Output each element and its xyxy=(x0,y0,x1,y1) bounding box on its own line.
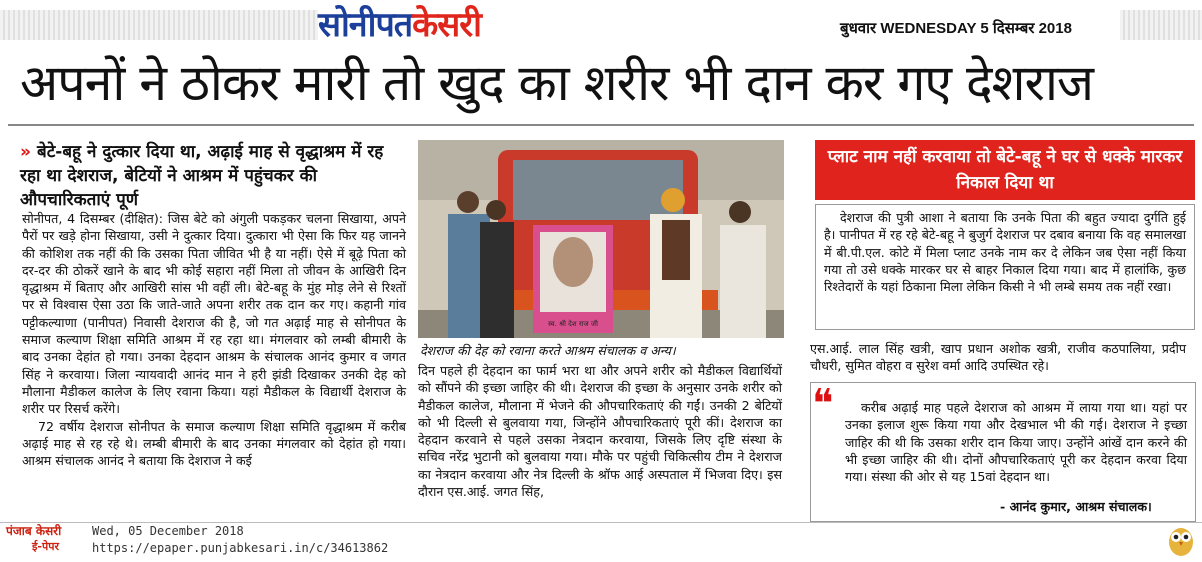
footer-logo xyxy=(6,524,80,558)
quote-attribution: - आनंद कुमार, आश्रम संचालक। xyxy=(1000,499,1152,514)
masthead-stripes-right xyxy=(1120,10,1202,40)
sub-deck-text: बेटे-बहू ने दुत्कार दिया था, अढ़ाई माह से वृद्धाश्रम में रह रहा था देशराज, बेटियों ने आश्रम में पहुंचकर की औपचारिकताएं पूर्ण xyxy=(20,142,384,210)
footer-url[interactable]: https://epaper.punjabkesari.in/c/34613862 xyxy=(92,541,389,555)
footer-logo-line2: ई-पेपर xyxy=(32,540,59,553)
paragraph: 72 वर्षीय देशराज सोनीपत के समाज कल्याण शिक्षा समिति वृद्धाश्रम में करीब अढ़ाई माह से रह रहे थे। लम्बी बीमारी के बाद उनका मंगलवार को देहांत हो गया। आश्रम संचालक आनंद ने बताया कि देशराज ने कई xyxy=(22,418,406,469)
owl-icon xyxy=(1166,522,1196,558)
double-chevron-icon: » xyxy=(20,142,31,162)
quote-mark-icon: ❝ xyxy=(812,381,834,427)
quote-text: करीब अढ़ाई माह पहले देशराज को आश्रम में लाया गया था। यहां पर उनका इलाज शुरू किया गया और देखभाल भी की गई। देशराज ने इच्छा जाहिर की थी कि उसका शरीर दान किया जाए। उन्होंने आंखें दान करने की भी इच्छा जाहिर की थी। दोनों औपचारिकताएं पूरी कर देहदान करवा दिया गया। संस्था की ओर से यह 15वां देहदान था। xyxy=(845,400,1187,485)
newspaper-logo xyxy=(318,4,524,46)
masthead xyxy=(0,0,1202,48)
paragraph: सोनीपत, 4 दिसम्बर (दीक्षित): जिस बेटे को अंगुली पकड़कर चलना सिखाया, अपने पैरों पर खड़े होना सिखाया, उसी ने दुत्कार दिया। दुत्कारा भी ऐसा कि फिर यह जानने की कोशिश तक नहीं की कि उसका पिता जीवित भी है या नहीं। ऐसे में बूढ़े पिता को दर-दर की ठोकरें खाने के बाद भी कोई सहारा नहीं मिला तो जीवन के आखिरी दिन वृद्धाश्रम में बिताए और आखिरी सांस भी वहीं ली। बेटे-बहू के मुंह मोड़ लेने से रिश्तों पर से विश्वास ऐसा उठा कि जाते-जाते अपना शरीर तक दान कर गए। कहानी गांव पट्टीकल्याणा (पानीपत) निवासी देशराज की है, जो गत अढ़ाई माह से सोनीपत के समाज कल्याण शिक्षा समिति आश्रम में रह रहा था। मंगलवार को लम्बी बीमारी के बाद उनका देहांत हो गया। उनका देहदान आश्रम के संचालक आनंद कुमार व जगत सिंह ने करवाया। जिला न्यायवादी आनंद मान ने हरी झंडी दिखाकर उनकी देह को मौलाना मैडीकल कालेज के लिए रवाना किया। यहां मैडीकल के विद्यार्थी देशराज के शरीर पर रिसर्च करेंगे। xyxy=(22,211,406,417)
photo-caption: देशराज की देह को रवाना करते आश्रम संचालक व अन्य। xyxy=(420,343,676,358)
masthead-stripes-left xyxy=(0,10,318,40)
frame-text: स्व. श्री देश राज जी xyxy=(548,320,598,328)
sub-deck xyxy=(20,140,400,212)
main-headline: अपनों ने ठोकर मारी तो खुद का शरीर भी दान कर गए देशराज xyxy=(20,54,1094,112)
side-box xyxy=(815,204,1195,330)
headline-rule xyxy=(8,124,1194,126)
article-column-1 xyxy=(22,210,406,469)
article-column-3 xyxy=(810,340,1186,375)
article-column-2 xyxy=(418,362,782,500)
logo-part-kesari: केसरी xyxy=(412,5,481,45)
side-box-text: देशराज की पुत्री आशा ने बताया कि उनके पिता की बहुत ज्यादा दुर्गति हुई है। पानीपत में रह रहे बेटे-बहू ने बुजुर्ग देशराज पर दबाव बनाया कि वह समालखा में बी.पी.एल. कोटे में मिला प्लाट उनके नाम कर दे लेकिन जब ऐसा नहीं किया गया तो उसे धक्के मारकर घर से बाहर निकाल दिया गया। बाद में हालांकि, कुछ रिश्तेदारों के यहां ठिकाना मिला लेकिन किसी ने भी लम्बे समय तक नहीं रखा। xyxy=(824,210,1186,295)
footer-logo-line1: पंजाब केसरी xyxy=(6,524,62,538)
logo-part-sonipat: सोनीपत xyxy=(318,5,413,45)
paragraph: दिन पहले ही देहदान का फार्म भरा था और अपने शरीर को मैडीकल विद्यार्थियों को सौंपने की इच्छा जाहिर की थी। देशराज की इच्छा के अनुसार उनके शरीर को मैडीकल कालेज, मौलाना में भेजने की औपचारिकताएं की गईं। उनकी 2 बेटियों को भी दिल्ली से बुलवाया गया, जिन्होंने औपचारिकताएं पूरी कीं। देशराज का देहदान करवाने से पहले उसका नेत्रदान करवाया, जिसके लिए दृष्टि संस्था के सचिव नरेंद्र भुटानी को बुलवाया गया। मौके पर पहुंची चिकित्सीय टीम ने देशराज का नेत्रदान करवाया और नेत्र दिल्ली के श्रॉफ आई अस्पताल में भिजवा दिए। इस दौरान एस.आई. जगत सिंह, xyxy=(418,363,782,500)
photo-illustration xyxy=(418,140,784,338)
footer-date: Wed, 05 December 2018 xyxy=(92,524,244,538)
paragraph: एस.आई. लाल सिंह खत्री, खाप प्रधान अशोक खत्री, राजीव कठपालिया, प्रदीप चौधरी, सुमित वोहरा व सुरेश वर्मा आदि उपस्थित रहे। xyxy=(810,341,1186,374)
news-photo xyxy=(418,140,784,338)
side-box-title: प्लाट नाम नहीं करवाया तो बेटे-बहू ने घर से धक्के मारकर निकाल दिया था xyxy=(815,140,1195,200)
dateline: बुधवार WEDNESDAY 5 दिसम्बर 2018 xyxy=(840,20,1072,37)
